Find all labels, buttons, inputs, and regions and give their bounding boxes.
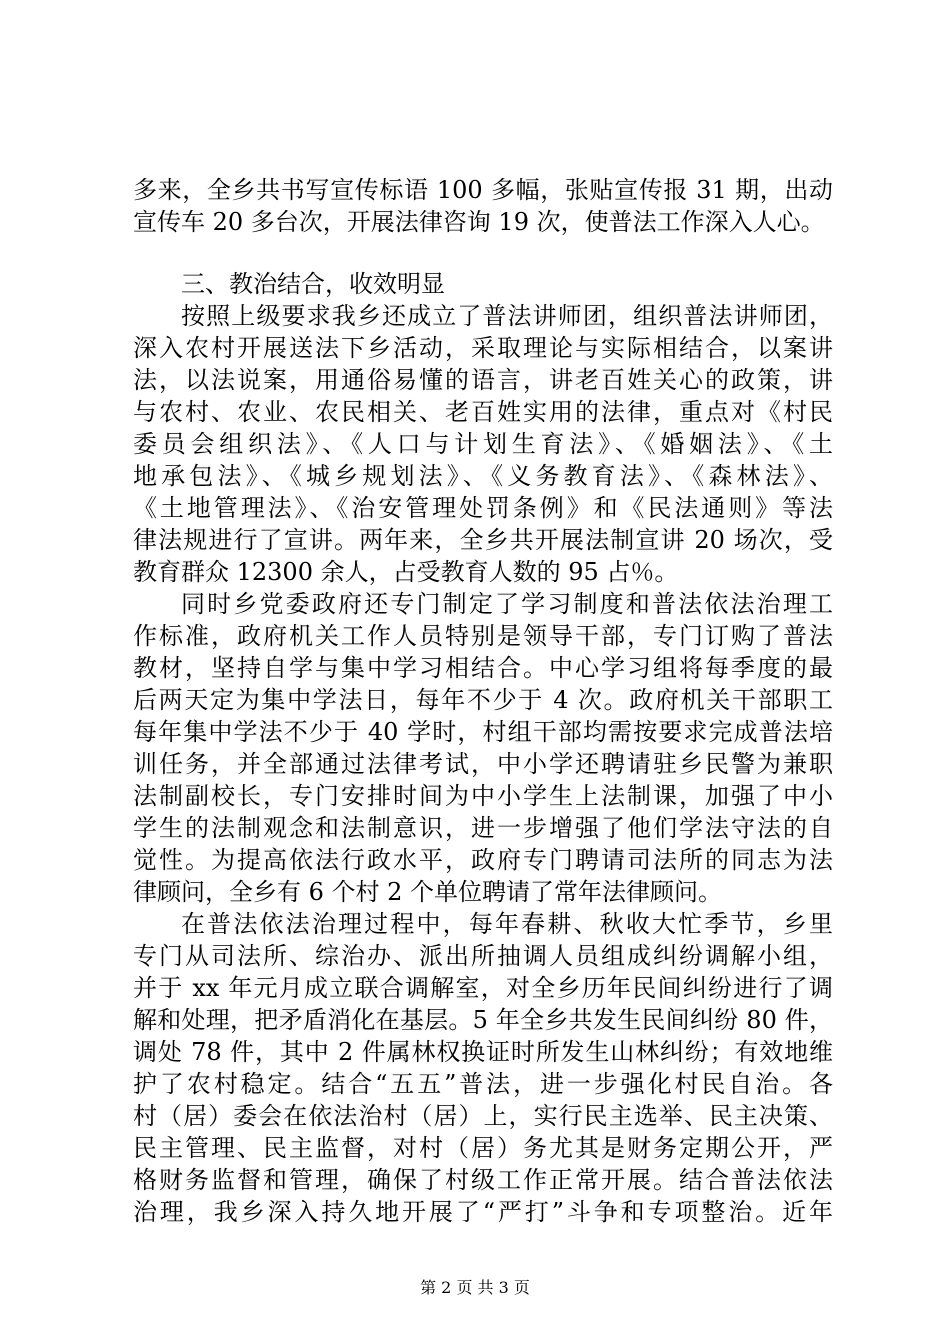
paragraph-1-line: 教育群众 12300 余人，占受教育人数的 95 占％。 bbox=[133, 558, 679, 586]
paragraph-3-line: 护了农村稳定。结合“五五”普法，进一步强化村民自治。各 bbox=[133, 1070, 833, 1098]
paragraph-3-line: 专门从司法所、综治办、派出所抽调人员组成纠纷调解小组， bbox=[133, 942, 833, 970]
paragraph-1-line: 与农村、农业、农民相关、老百姓实用的法律，重点对《村民 bbox=[133, 398, 833, 426]
paragraph-3-line: 在普法依法治理过程中，每年春耕、秋收大忙季节，乡里 bbox=[181, 910, 833, 938]
paragraph-2-line: 法制副校长，专门安排时间为中小学生上法制课，加强了中小 bbox=[133, 782, 833, 810]
paragraph-3-line: 调处 78 件，其中 2 件属林权换证时所发生山林纠纷；有效地维 bbox=[133, 1038, 833, 1066]
paragraph-2-line: 觉性。为提高依法行政水平，政府专门聘请司法所的同志为法 bbox=[133, 846, 833, 874]
intro-line: 宣传车 20 多台次，开展法律咨询 19 次，使普法工作深入人心。 bbox=[133, 208, 825, 236]
page-number-footer: 第 2 页 共 3 页 bbox=[420, 1278, 530, 1297]
paragraph-1-line: 深入农村开展送法下乡活动，采取理论与实际相结合，以案讲 bbox=[133, 334, 833, 362]
paragraph-3-line: 并于 xx 年元月成立联合调解室，对全乡历年民间纠纷进行了调 bbox=[133, 974, 833, 1002]
paragraph-2-line: 律顾问，全乡有 6 个村 2 个单位聘请了常年法律顾问。 bbox=[133, 878, 723, 906]
paragraph-1-line: 《土地管理法》、《治安管理处罚条例》和《民法通则》等法 bbox=[133, 494, 833, 522]
paragraph-gap bbox=[133, 238, 833, 268]
paragraph-3-line: 治理，我乡深入持久地开展了“严打”斗争和专项整治。近年 bbox=[133, 1198, 833, 1226]
paragraph-3-line: 格财务监督和管理，确保了村级工作正常开展。结合普法依法 bbox=[133, 1166, 833, 1194]
paragraph-1-line: 地承包法》、《城乡规划法》、《义务教育法》、《森林法》、 bbox=[133, 462, 833, 490]
paragraph-2-line: 学生的法制观念和法制意识，进一步增强了他们学法守法的自 bbox=[133, 814, 833, 842]
paragraph-3-line: 村（居）委会在依法治村（居）上，实行民主选举、民主决策、 bbox=[133, 1102, 833, 1130]
document-body bbox=[133, 174, 833, 1228]
paragraph-2-line: 教材，坚持自学与集中学习相结合。中心学习组将每季度的最 bbox=[133, 654, 833, 682]
paragraph-2-line: 后两天定为集中学法日，每年不少于 4 次。政府机关干部职工 bbox=[133, 686, 833, 714]
paragraph-1-line: 律法规进行了宣讲。两年来，全乡共开展法制宣讲 20 场次，受 bbox=[133, 526, 833, 554]
paragraph-2-line: 作标准，政府机关工作人员特别是领导干部，专门订购了普法 bbox=[133, 622, 833, 650]
paragraph-3-line: 民主管理、民主监督，对村（居）务尤其是财务定期公开，严 bbox=[133, 1134, 833, 1162]
paragraph-1-line: 按照上级要求我乡还成立了普法讲师团，组织普法讲师团， bbox=[181, 302, 833, 330]
paragraph-1-line: 法，以法说案，用通俗易懂的语言，讲老百姓关心的政策，讲 bbox=[133, 366, 833, 394]
intro-line: 多来，全乡共书写宣传标语 100 多幅，张贴宣传报 31 期，出动 bbox=[133, 176, 833, 204]
paragraph-2-line: 训任务，并全部通过法律考试，中小学还聘请驻乡民警为兼职 bbox=[133, 750, 833, 778]
paragraph-1-line: 委员会组织法》、《人口与计划生育法》、《婚姻法》、《土 bbox=[133, 430, 833, 458]
section-heading: 三、教治结合，收效明显 bbox=[181, 270, 445, 298]
paragraph-3-line: 解和处理，把矛盾消化在基层。5 年全乡共发生民间纠纷 80 件， bbox=[133, 1006, 833, 1034]
paragraph-2-line: 同时乡党委政府还专门制定了学习制度和普法依法治理工 bbox=[181, 590, 833, 618]
paragraph-2-line: 每年集中学法不少于 40 学时，村组干部均需按要求完成普法培 bbox=[133, 718, 833, 746]
